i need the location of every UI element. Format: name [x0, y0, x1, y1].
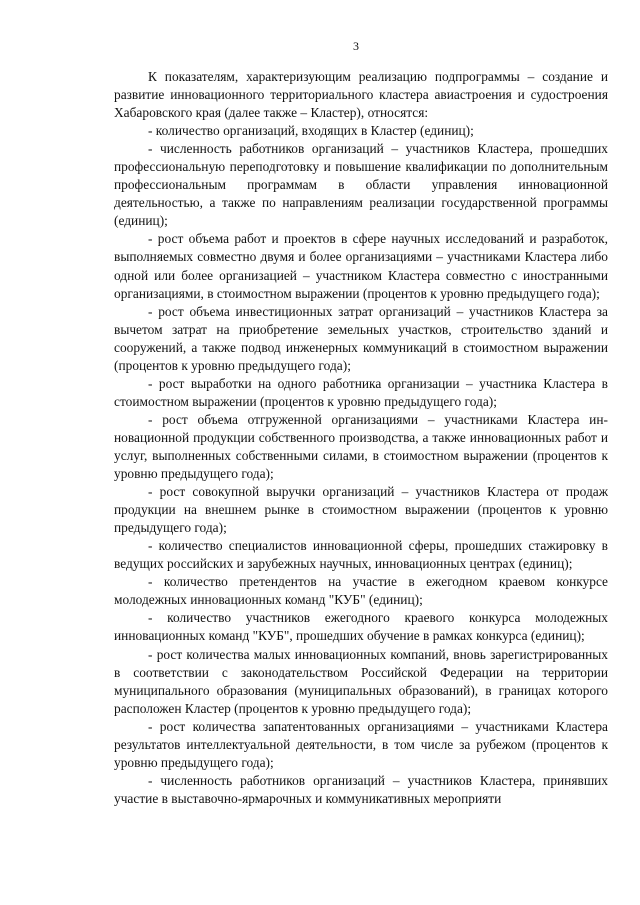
list-item: - количество специалистов инновационной сферы, прошедших стажировку в ведущих российских и зарубежных научных, инновационных центрах (единиц);	[114, 538, 608, 572]
page-number: 3	[353, 39, 359, 53]
list-item: - рост объема работ и проектов в сфере научных исследований и разработок, выполняемых совместно двумя и более организациями – участниками Кластера либо одной или более организацией – участником Кластера совместно с иностранными организациями, в стоимостном выражении (процентов к уровню предыдущего года);	[114, 231, 608, 301]
list-item: - рост выработки на одного работника организации – участника Кластера в стоимостном выражении (процентов к уровню предыдущего года);	[114, 375, 608, 409]
paragraph-intro: К показателям, характеризующим реализацию подпрограммы – создание и развитие инновационного территориального кластера авиастроения и судостроения Хабаровского края (далее также – Кластер), относятся:	[114, 69, 608, 121]
list-item: - численность работников организаций – участников Кластера, принявших участие в выставочно-ярмарочных и коммуникативных мероприяти	[114, 772, 608, 806]
list-item: - рост совокупной выручки организаций – участников Кластера от продаж продукции на внешнем рынке в стоимостном выражении (процентов к уровню предыдущего года);	[114, 484, 608, 536]
list-item: - рост объема инвестиционных затрат организаций – участников Кластера за вычетом затрат на приобретение земельных участков, строительство зданий и сооружений, а также подвод инженерных коммуникаций в стоимостном выражении (процентов к уровню предыдущего года);	[114, 303, 608, 373]
list-item: - рост количества малых инновационных компаний, вновь зарегистрированных в соответствии с законодательством Российской Федерации на территории муниципального образования (муниципальных образований), в границах которого расположен Кластер (процентов к уровню предыдущего года);	[114, 646, 608, 716]
document-body	[114, 68, 608, 808]
list-item: - рост количества запатентованных организациями – участниками Кластера результатов интеллектуальной деятельности, в том числе за рубежом (процентов к уровню предыдущего года);	[114, 718, 608, 770]
list-item: - численность работников организаций – участников Кластера, прошедших профессиональную переподготовку и повышение квалификации по дополнительным профессиональным программам в области управления инновационной деятельностью, а также по направлениям реализации государственной программы (единиц);	[114, 141, 608, 229]
list-item: - количество организаций, входящих в Кластер (единиц);	[148, 123, 474, 139]
list-item: - количество участников ежегодного краевого конкурса молодежных инновационных команд "КУБ", прошедших обучение в рамках конкурса (единиц);	[114, 610, 608, 644]
list-item: - рост объема отгруженной организациями – участниками Кластера инновационной продукции собственного производства, а также инновационных работ и услуг, выполненных собственными силами, в стоимостном выражении (процентов к уровню предыдущего года);	[114, 411, 608, 482]
list-item: - количество претендентов на участие в ежегодном краевом конкурсе молодежных инновационных команд "КУБ" (единиц);	[114, 574, 608, 608]
